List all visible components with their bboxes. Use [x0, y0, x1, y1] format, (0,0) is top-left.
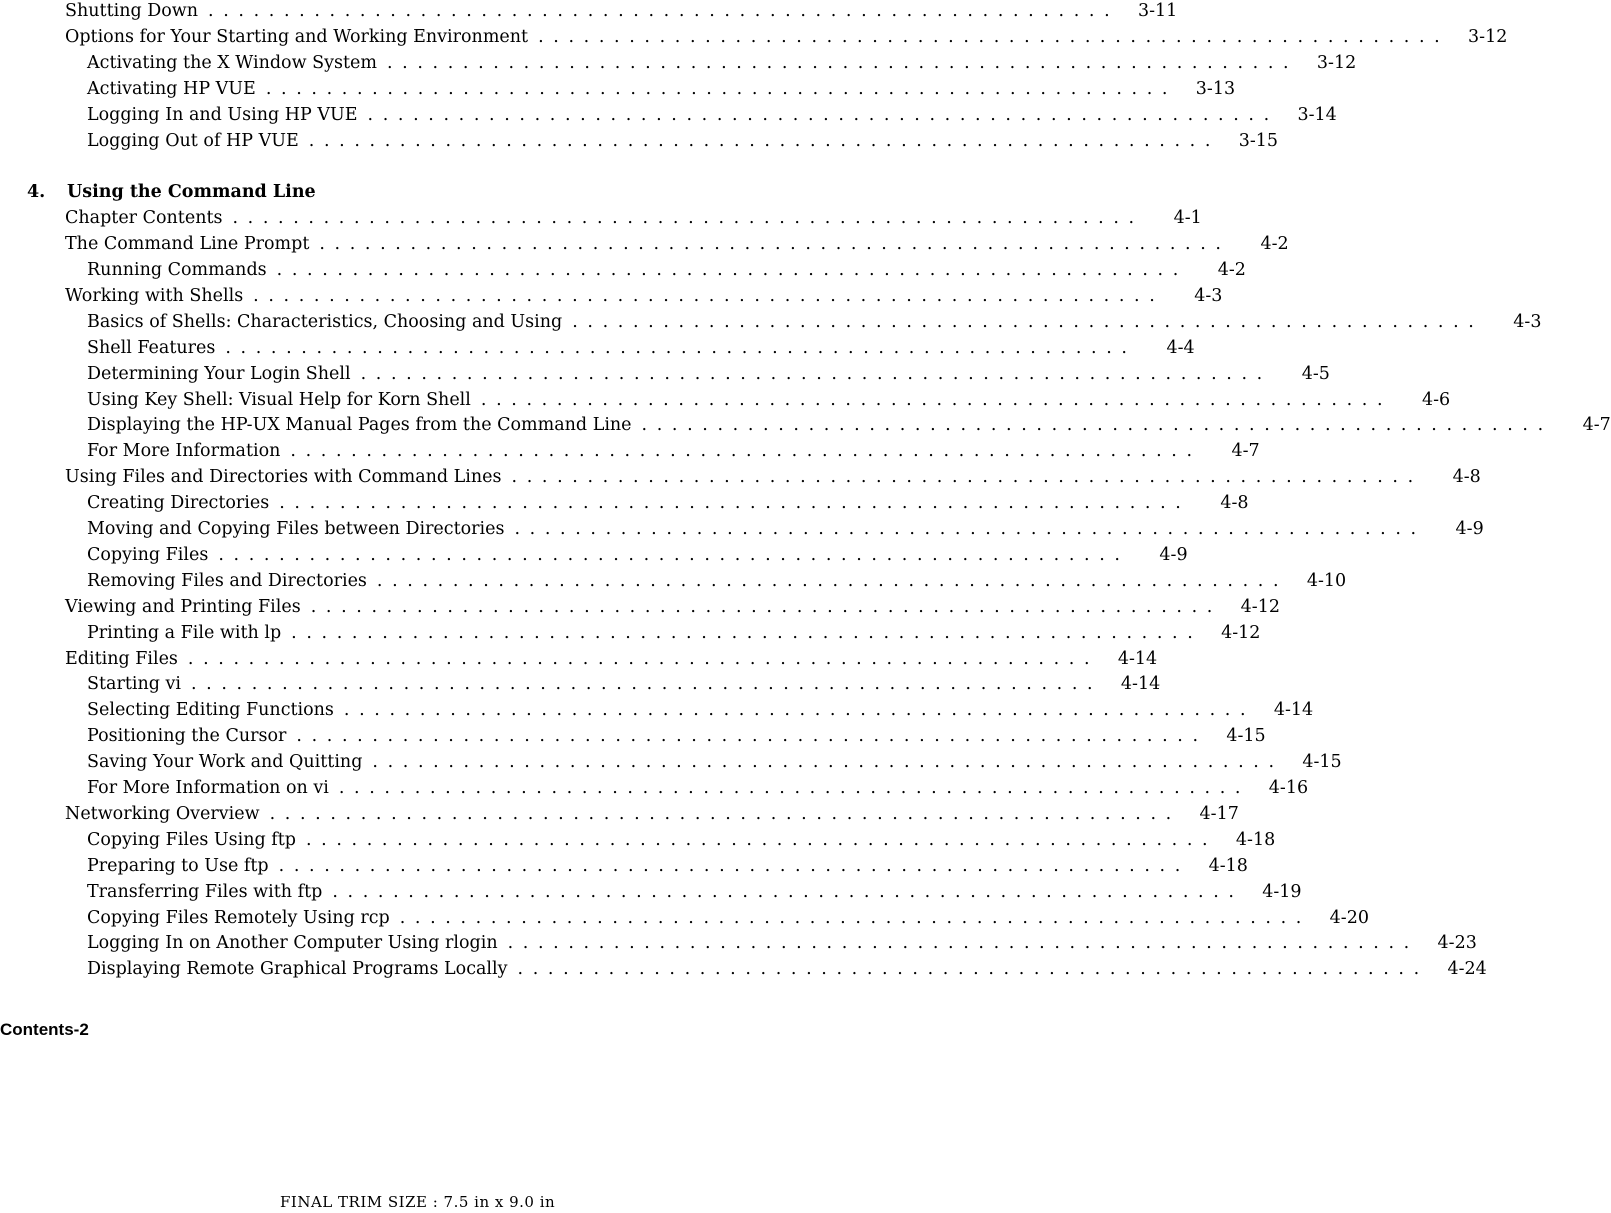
toc-entry-title: Saving Your Work and Quitting: [87, 752, 363, 773]
chapter-heading: [0, 181, 316, 203]
toc-entry-page: 4-24: [1447, 959, 1487, 980]
toc-entry-page: 4-19: [1262, 881, 1302, 902]
toc-entry-title: The Command Line Prompt: [65, 234, 310, 255]
dot-leader: ............................................................: [319, 234, 1231, 255]
toc-entry[interactable]: [87, 855, 1248, 877]
toc-entry-page: 4-12: [1221, 622, 1261, 643]
dot-leader: ............................................................: [507, 933, 1419, 954]
toc-entry[interactable]: [87, 622, 1261, 644]
toc-entry-page: 4-10: [1306, 570, 1347, 591]
toc-entry-title: Copying Files: [87, 544, 209, 565]
toc-entry[interactable]: [65, 596, 1280, 618]
dot-leader: ............................................................: [208, 1, 1120, 21]
toc-entry-title: Activating HP VUE: [87, 78, 256, 99]
toc-entry-page: 4-18: [1208, 855, 1248, 876]
dot-leader: ............................................................: [343, 700, 1256, 721]
toc-entry[interactable]: [65, 26, 1508, 48]
dot-leader: ............................................................: [338, 778, 1251, 798]
page-label: Contents-2: [0, 1020, 89, 1039]
dot-leader: ............................................................: [276, 260, 1188, 280]
toc-entry[interactable]: [65, 466, 1481, 488]
toc-entry-title: Positioning the Cursor: [87, 726, 287, 747]
toc-entry[interactable]: [65, 285, 1223, 307]
toc-entry-title: Basics of Shells: Characteristics, Choosing and Using: [87, 311, 563, 332]
dot-leader: ............................................................: [278, 855, 1190, 876]
toc-entry[interactable]: [65, 648, 1158, 670]
toc-entry-page: 3-12: [1316, 52, 1357, 73]
toc-entry-page: 4-20: [1329, 907, 1369, 928]
toc-entry[interactable]: [87, 130, 1279, 152]
chapter-number: 4.: [27, 182, 46, 203]
dot-leader: ............................................................: [480, 389, 1393, 410]
toc-entry-page: 4-18: [1235, 829, 1276, 850]
toc-entry-title: For More Information: [87, 441, 281, 462]
toc-entry-page: 4-14: [1273, 700, 1314, 721]
toc-entry-title: Displaying Remote Graphical Programs Locally: [87, 959, 508, 980]
toc-entry[interactable]: [87, 492, 1249, 514]
dot-leader: ............................................................: [310, 596, 1222, 617]
toc-entry[interactable]: [87, 52, 1357, 74]
toc-entry[interactable]: [87, 751, 1342, 773]
toc-entry[interactable]: [87, 725, 1266, 747]
toc-entry-page: 3-11: [1137, 1, 1178, 21]
dot-leader: ............................................................: [218, 544, 1130, 565]
dot-leader: ............................................................: [225, 337, 1137, 358]
toc-entry-title: Shell Features: [87, 337, 216, 358]
toc-entry-page: 4-14: [1120, 674, 1161, 695]
toc-entry-title: Logging In and Using HP VUE: [87, 104, 358, 125]
toc-entry[interactable]: [87, 777, 1309, 799]
toc-entry-page: 4-8: [1220, 493, 1249, 514]
toc-entry-title: Logging Out of HP VUE: [87, 130, 299, 151]
dot-leader: ............................................................: [514, 519, 1426, 539]
toc-entry[interactable]: [87, 389, 1451, 411]
toc-entry[interactable]: [87, 829, 1276, 851]
toc-entry[interactable]: [65, 0, 1178, 22]
toc-entry-title: Running Commands: [87, 260, 267, 280]
toc-entry[interactable]: [87, 570, 1347, 592]
dot-leader: ............................................................: [279, 493, 1191, 514]
dot-leader: ............................................................: [265, 78, 1178, 99]
toc-entry-page: 4-9: [1455, 519, 1484, 539]
toc-entry-page: 4-17: [1199, 803, 1239, 824]
toc-entry-page: 4-7: [1582, 415, 1611, 436]
toc-entry-page: 4-7: [1231, 441, 1260, 462]
dot-leader: ............................................................: [399, 907, 1311, 928]
toc-entry-title: Using Files and Directories with Command Lines: [65, 467, 502, 488]
toc-entry-title: Starting vi: [87, 674, 181, 695]
toc-entry[interactable]: [65, 803, 1239, 825]
toc-entry-title: Creating Directories: [87, 493, 270, 514]
dot-leader: ............................................................: [572, 311, 1484, 332]
toc-entry-title: For More Information on vi: [87, 778, 329, 798]
trim-size-note: FINAL TRIM SIZE : 7.5 in x 9.0 in: [280, 1193, 556, 1211]
toc-entry-page: 4-14: [1117, 648, 1158, 669]
toc-entry-title: Moving and Copying Files between Directories: [87, 519, 505, 539]
toc-entry-title: Printing a File with lp: [87, 622, 282, 643]
dot-leader: ............................................................: [517, 959, 1429, 980]
toc-entry-page: 3-12: [1468, 26, 1508, 47]
toc-entry-page: 4-6: [1421, 389, 1451, 410]
toc-entry-page: 4-15: [1226, 726, 1266, 747]
toc-entry-title: Displaying the HP-UX Manual Pages from the Command Line: [87, 415, 632, 436]
toc-entry[interactable]: [87, 907, 1369, 929]
dot-leader: ............................................................: [308, 130, 1221, 151]
dot-leader: ............................................................: [269, 803, 1181, 824]
dot-leader: ............................................................: [367, 104, 1279, 125]
toc-entry-page: 4-3: [1194, 285, 1223, 306]
dot-leader: ............................................................: [187, 648, 1100, 669]
toc-entry-page: 4-9: [1159, 544, 1188, 565]
toc-entry-page: 4-5: [1301, 363, 1330, 384]
toc-entry-page: 4-3: [1513, 311, 1542, 332]
toc-entry-page: 4-1: [1173, 208, 1202, 229]
dot-leader: ............................................................: [305, 829, 1218, 850]
toc-entry[interactable]: [87, 544, 1188, 566]
toc-entry[interactable]: [65, 207, 1202, 229]
toc-entry[interactable]: [87, 104, 1337, 126]
dot-leader: ............................................................: [386, 52, 1299, 73]
toc-entry[interactable]: [87, 958, 1487, 980]
dot-leader: ............................................................: [190, 674, 1103, 695]
toc-entry[interactable]: [87, 440, 1260, 462]
toc-entry[interactable]: [87, 259, 1246, 281]
toc-entry-title: Selecting Editing Functions: [87, 700, 334, 721]
toc-entry-page: 4-15: [1302, 752, 1342, 773]
toc-entry-page: 4-2: [1217, 260, 1246, 280]
toc-entry[interactable]: [87, 311, 1542, 333]
toc-entry-title: Copying Files Remotely Using rcp: [87, 907, 390, 928]
toc-entry-title: Chapter Contents: [65, 208, 223, 229]
toc-entry-title: Options for Your Starting and Working Environment: [65, 26, 529, 47]
toc-entry-title: Preparing to Use ftp: [87, 855, 269, 876]
toc-entry[interactable]: [87, 881, 1302, 903]
toc-entry-page: 4-4: [1166, 337, 1195, 358]
toc-entry[interactable]: [87, 363, 1330, 385]
toc-entry-page: 4-23: [1437, 933, 1477, 954]
dot-leader: ............................................................: [360, 363, 1272, 384]
dot-leader: ............................................................: [253, 285, 1165, 306]
toc-entry-title: Copying Files Using ftp: [87, 829, 296, 850]
toc-entry-title: Viewing and Printing Files: [65, 596, 301, 617]
toc-entry[interactable]: [87, 414, 1611, 436]
dot-leader: ............................................................: [511, 467, 1423, 488]
toc-entry-page: 3-13: [1195, 78, 1236, 99]
toc-entry-title: Activating the X Window System: [87, 52, 377, 73]
dot-leader: ............................................................: [372, 752, 1284, 773]
toc-entry-title: Transferring Files with ftp: [87, 881, 323, 902]
dot-leader: ............................................................: [291, 622, 1203, 643]
dot-leader: ............................................................: [296, 726, 1208, 747]
toc-entry-page: 4-16: [1268, 778, 1309, 798]
dot-leader: ............................................................: [641, 415, 1553, 436]
toc-entry-page: 4-12: [1240, 596, 1280, 617]
toc-entry-page: 3-15: [1238, 130, 1279, 151]
toc-entry-title: Using Key Shell: Visual Help for Korn Shell: [87, 389, 471, 410]
toc-entry-title: Editing Files: [65, 648, 178, 669]
toc-entry[interactable]: [87, 699, 1314, 721]
dot-leader: ............................................................: [290, 441, 1202, 462]
dot-leader: ............................................................: [538, 26, 1450, 47]
toc-entry-page: 4-8: [1452, 467, 1481, 488]
toc-entry-title: Networking Overview: [65, 803, 260, 824]
toc-entry-title: Logging In on Another Computer Using rlogin: [87, 933, 498, 954]
dot-leader: ............................................................: [332, 881, 1244, 902]
dot-leader: ............................................................: [232, 208, 1144, 229]
toc-entry[interactable]: [87, 518, 1484, 540]
toc-entry[interactable]: [65, 233, 1289, 255]
toc-entry[interactable]: [87, 932, 1477, 954]
dot-leader: ............................................................: [376, 570, 1289, 591]
toc-entry[interactable]: [87, 337, 1195, 359]
toc-entry[interactable]: [87, 78, 1236, 100]
toc-entry[interactable]: [87, 673, 1161, 695]
toc-entry-page: 3-14: [1297, 104, 1337, 125]
chapter-title: Using the Command Line: [67, 182, 316, 203]
toc-entry-page: 4-2: [1260, 234, 1289, 255]
toc-entry-title: Working with Shells: [65, 285, 244, 306]
toc-entry-title: Shutting Down: [65, 1, 199, 21]
toc-entry-title: Removing Files and Directories: [87, 570, 367, 591]
toc-entry-title: Determining Your Login Shell: [87, 363, 351, 384]
